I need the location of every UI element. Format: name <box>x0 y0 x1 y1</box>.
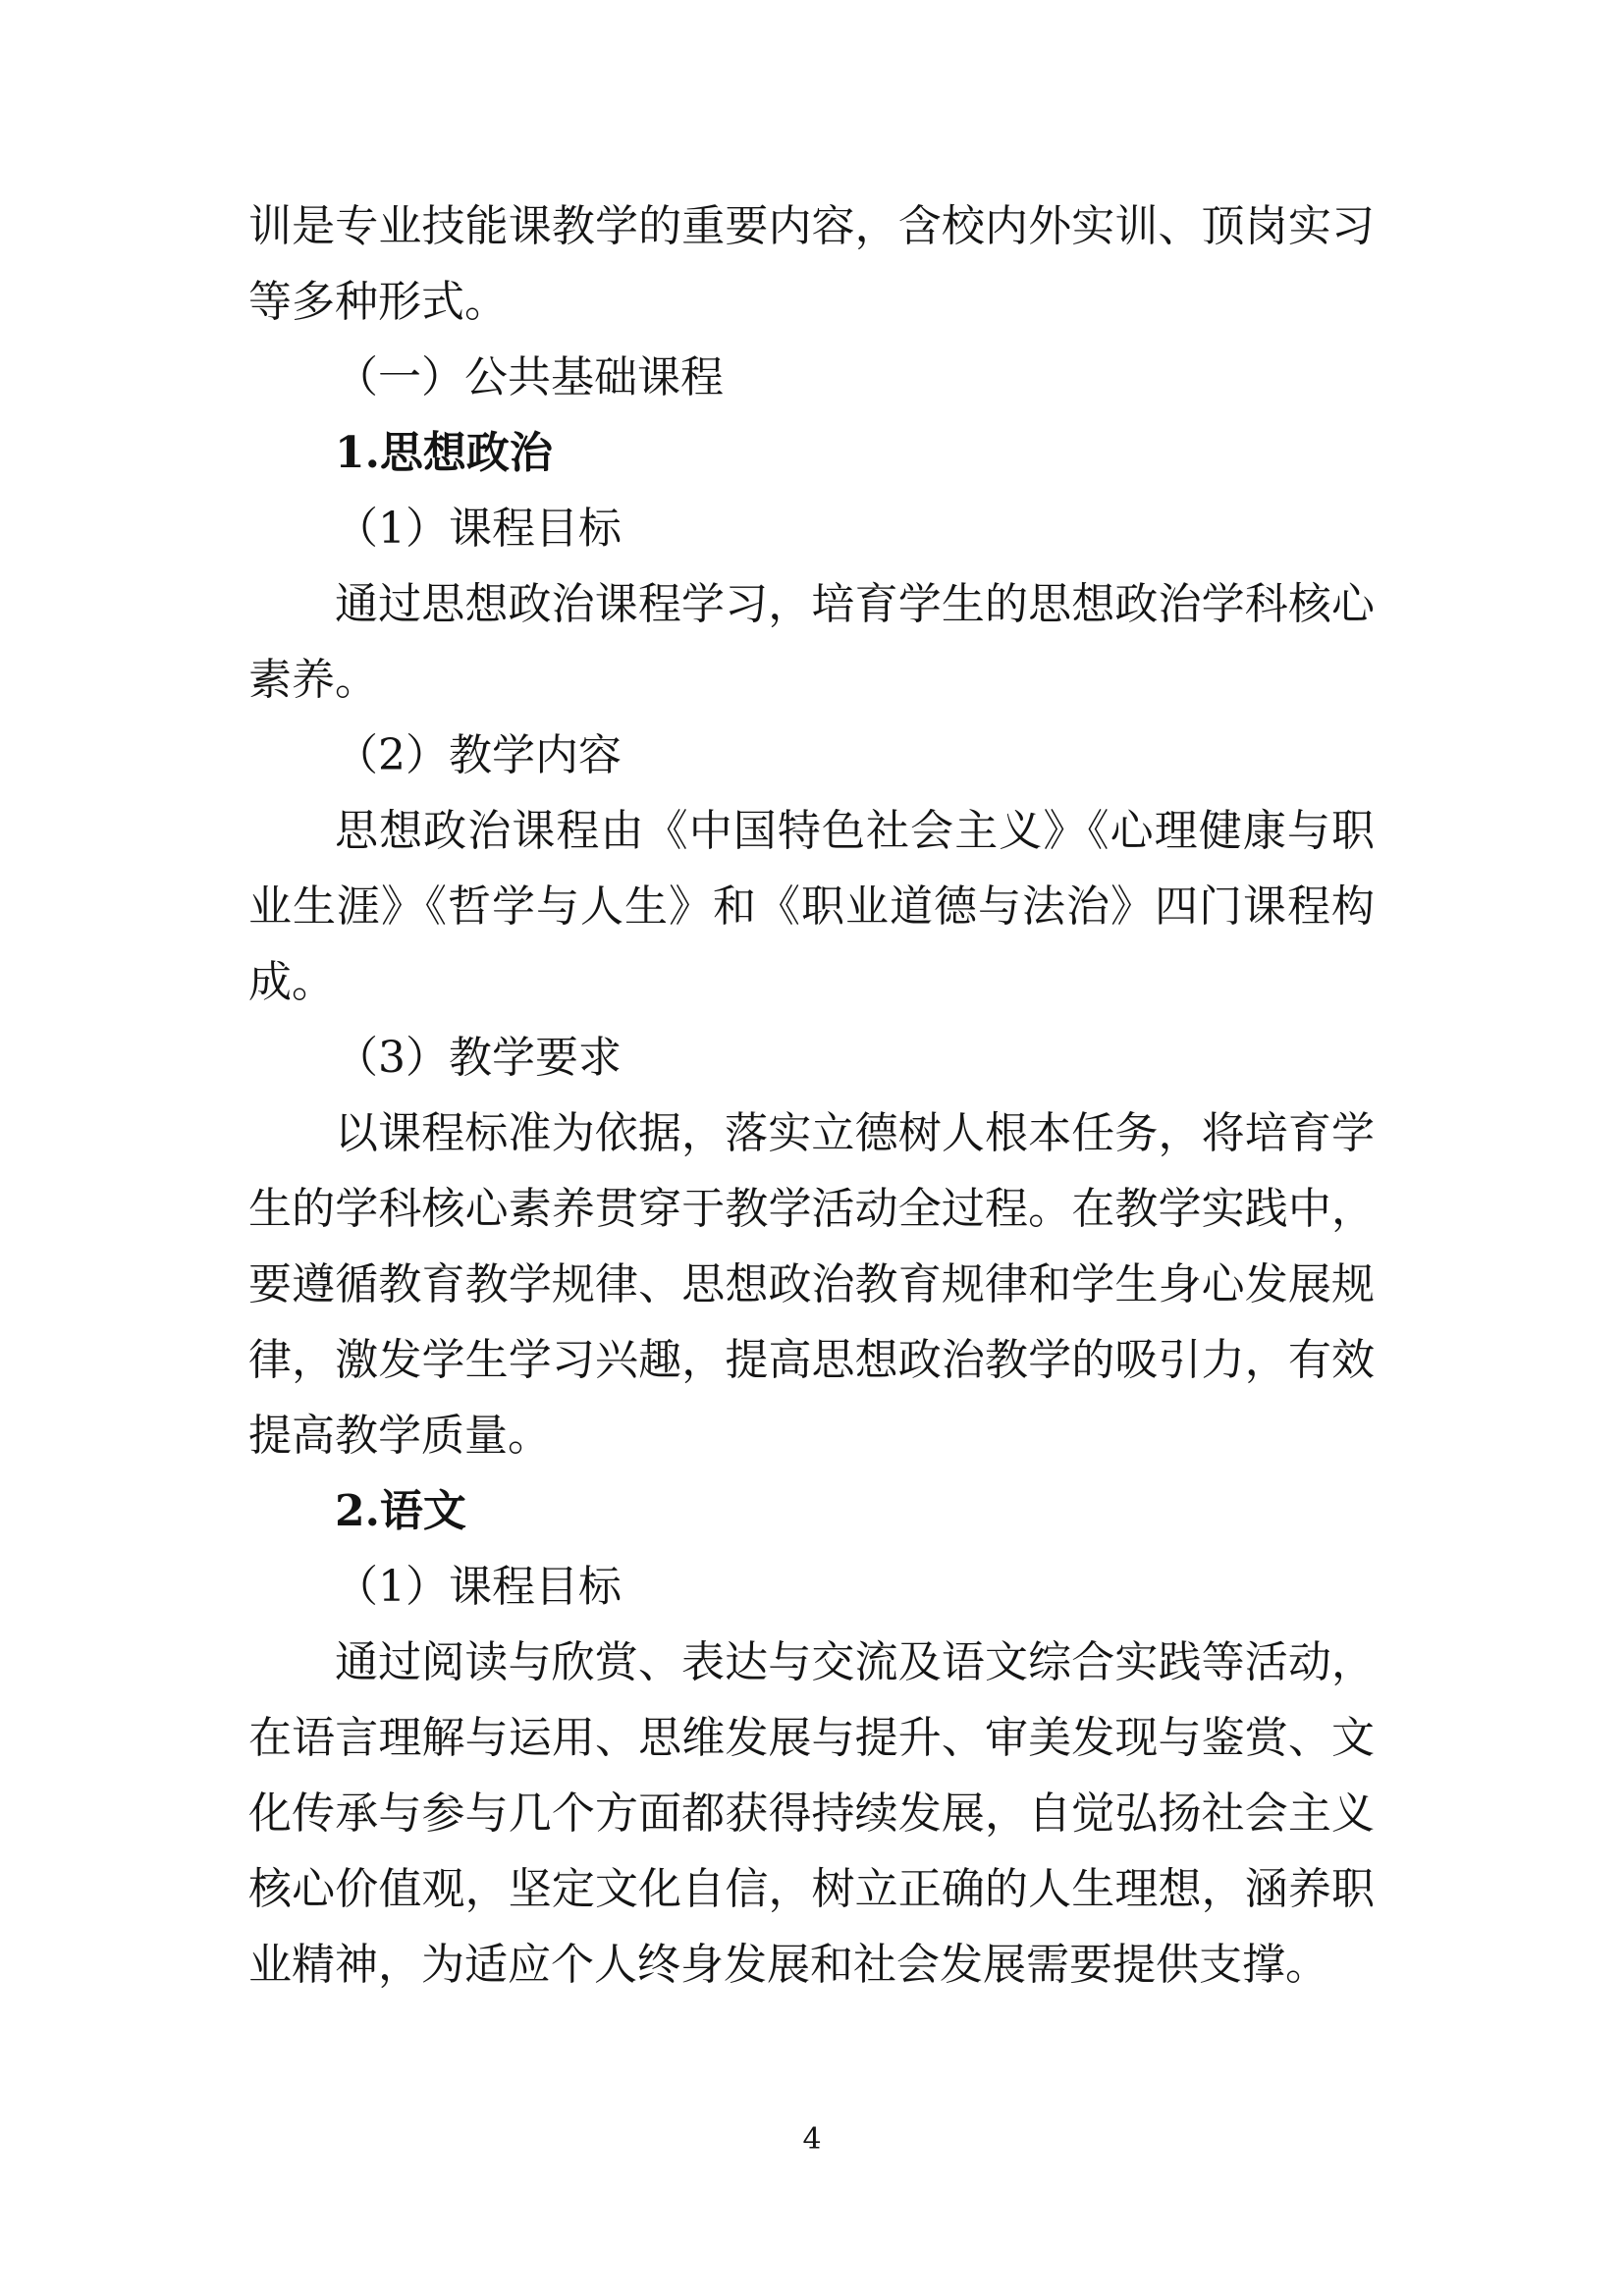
heading-sub: 1.思想政治 <box>335 428 553 478</box>
paragraph: （1）课程目标 <box>335 504 622 554</box>
document-body <box>248 188 1375 2002</box>
paragraph: （2）教学内容 <box>335 730 622 780</box>
paragraph: 训是专业技能课教学的重要内容，含校内外实训、顶岗实习等多种形式。 <box>248 201 1375 327</box>
heading-section: （一）公共基础课程 <box>335 352 724 402</box>
paragraph: 通过阅读与欣赏、表达与交流及语文综合实践等活动，在语言理解与运用、思维发展与提升、审美发现与鉴赏、文化传承与参与几个方面都获得持续发展，自觉弘扬社会主义核心价值观，坚定文化自信，树立正确的人生理想，涵养职业精神，为适应个人终身发展和社会发展需要提供支撑。 <box>248 1637 1375 1990</box>
page-number: 4 <box>802 2122 822 2157</box>
paragraph: 以课程标准为依据，落实立德树人根本任务，将培育学生的学科核心素养贯穿于教学活动全过程。在教学实践中，要遵循教育教学规律、思想政治教育规律和学生身心发展规律，激发学生学习兴趣，提高思想政治教学的吸引力，有效提高教学质量。 <box>248 1108 1375 1461</box>
paragraph: （3）教学要求 <box>335 1033 622 1083</box>
paragraph: 思想政治课程由《中国特色社会主义》《心理健康与职业生涯》《哲学与人生》和《职业道德与法治》四门课程构成。 <box>248 806 1375 1007</box>
heading-sub: 2.语文 <box>335 1486 466 1536</box>
paragraph: 通过思想政治课程学习，培育学生的思想政治学科核心素养。 <box>248 579 1375 705</box>
paragraph: （1）课程目标 <box>335 1562 622 1612</box>
